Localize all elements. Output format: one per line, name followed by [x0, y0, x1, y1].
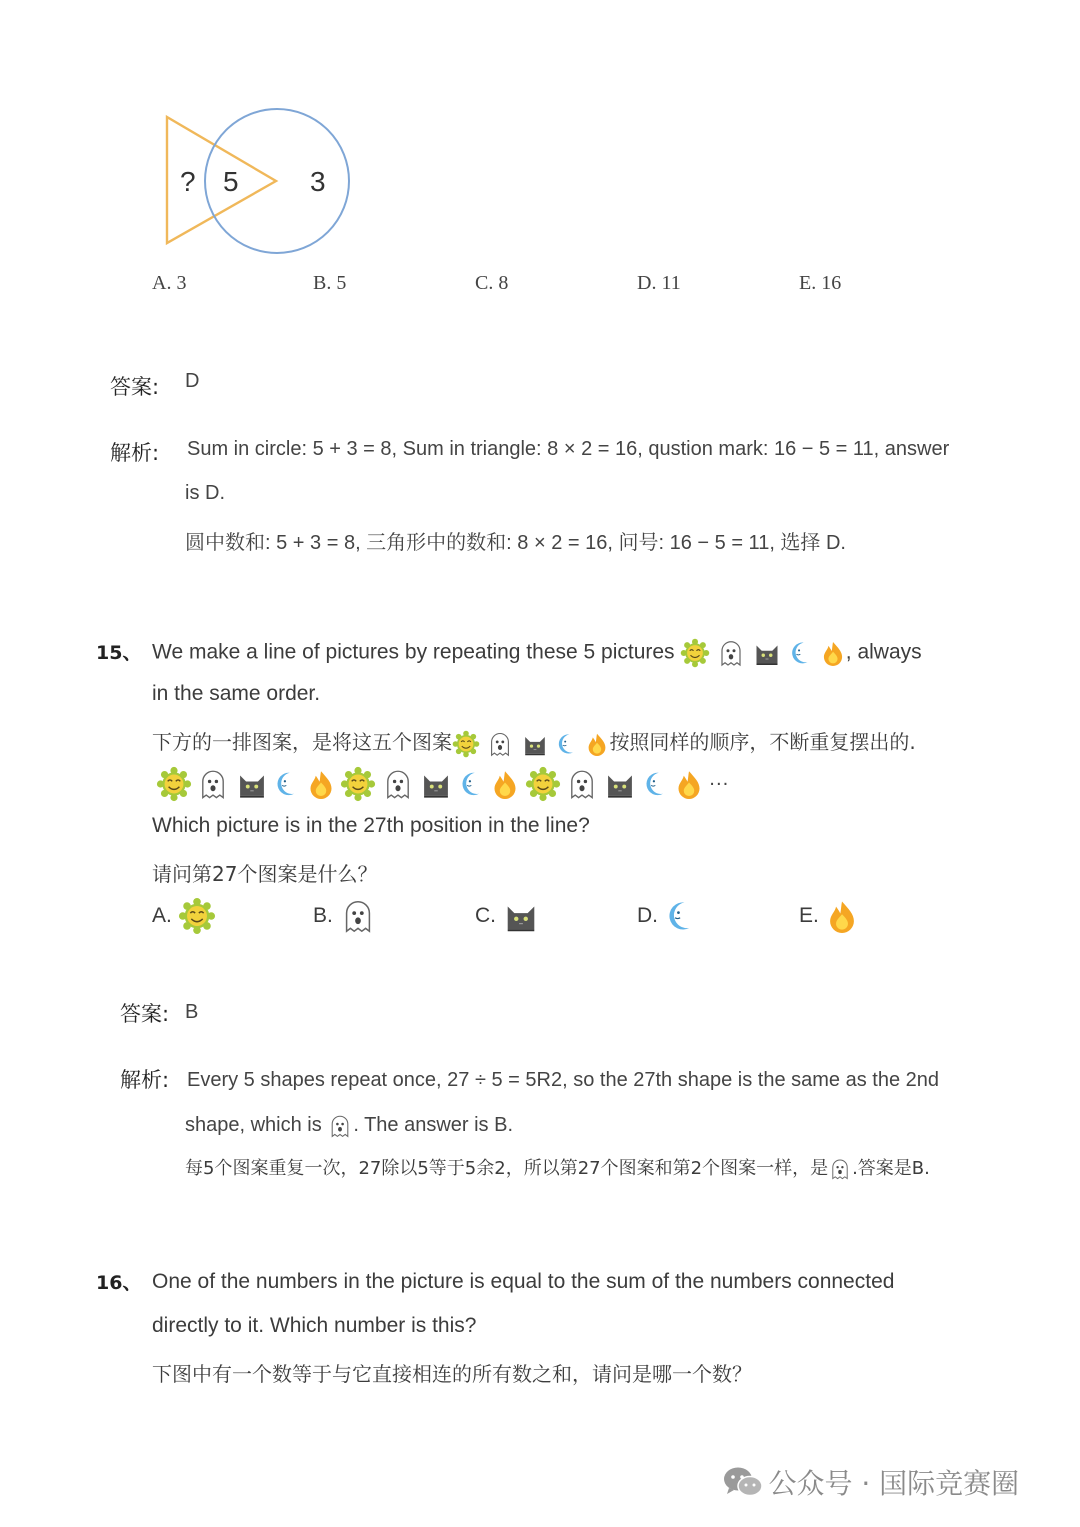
answer-label: 答案: — [120, 1002, 170, 1026]
sun-icon — [525, 766, 561, 802]
ghost-icon — [716, 638, 746, 668]
option-d[interactable]: D. 11 — [637, 272, 681, 294]
picture-sequence — [156, 766, 729, 802]
analysis-en-line-2 — [185, 1110, 513, 1140]
analysis-en-line-2: is D. — [185, 482, 225, 504]
sun-icon — [680, 638, 710, 668]
moon-icon — [273, 766, 301, 802]
option-e[interactable] — [799, 896, 859, 936]
option-e-label: E. — [799, 904, 819, 927]
fire-icon — [825, 897, 859, 935]
fire-icon — [490, 766, 520, 802]
question-15-ask-cn: 请问第27个图案是什么？ — [152, 862, 378, 886]
option-b[interactable] — [313, 896, 377, 936]
sun-icon — [340, 766, 376, 802]
ghost-icon — [327, 1113, 353, 1139]
option-c[interactable] — [475, 896, 540, 936]
watermark — [722, 1462, 1019, 1502]
watermark-text: 公众号 · 国际竞赛圈 — [768, 1467, 1020, 1500]
cat-icon — [603, 766, 637, 802]
option-d-label: D. — [637, 904, 658, 927]
figure-question-mark: ? — [180, 166, 196, 197]
analysis-label: 解析: — [110, 441, 160, 465]
analysis-cn — [185, 1154, 930, 1184]
sequence-ellipsis: ··· — [708, 772, 729, 795]
fire-icon — [674, 766, 704, 802]
moon-icon — [788, 638, 814, 668]
fire-icon — [585, 730, 609, 758]
sun-icon — [452, 730, 480, 758]
ghost-icon — [565, 766, 599, 802]
question-15-cn — [152, 726, 916, 758]
analysis-label: 解析: — [120, 1068, 170, 1092]
question-15-text-line-1 — [152, 638, 922, 668]
analysis-cn: 圆中数和: 5 + 3 = 8, 三角形中的数和: 8 × 2 = 16, 问号: 16 − 5 = 11, 选择 D. — [185, 532, 846, 554]
cat-icon — [419, 766, 453, 802]
fire-icon — [820, 638, 846, 668]
option-b[interactable]: B. 5 — [313, 272, 347, 294]
option-a[interactable] — [152, 896, 216, 936]
answer-value: B — [185, 1001, 199, 1023]
option-e[interactable]: E. 16 — [799, 272, 842, 294]
ghost-icon — [486, 730, 514, 758]
option-a-label: A. — [152, 904, 172, 927]
question-16-cn: 下图中有一个数等于与它直接相连的所有数之和，请问是哪一个数？ — [152, 1362, 752, 1386]
option-b-label: B. — [313, 904, 333, 927]
question-16-text-line-2: directly to it. Which number is this? — [152, 1314, 477, 1337]
moon-icon — [642, 766, 670, 802]
cat-icon — [752, 638, 782, 668]
question-15-ask-en: Which picture is in the 27th position in the line? — [152, 814, 590, 837]
answer-label: 答案: — [110, 375, 160, 399]
cat-icon — [521, 730, 549, 758]
venn-figure — [150, 100, 370, 260]
q15-text-b: , always — [845, 640, 922, 664]
wechat-icon — [722, 1464, 764, 1500]
cat-icon — [235, 766, 269, 802]
ghost-icon — [381, 766, 415, 802]
fire-icon — [306, 766, 336, 802]
ghost-icon — [196, 766, 230, 802]
analysis-en-2a: shape, which is — [185, 1114, 322, 1136]
analysis-en-line-1: Sum in circle: 5 + 3 = 8, Sum in triangle: 8 × 2 = 16, qustion mark: 16 − 5 = 11, answer — [187, 438, 950, 460]
question-16-text-line-1: One of the numbers in the picture is equal to the sum of the numbers connected — [152, 1270, 895, 1293]
option-c[interactable]: C. 8 — [475, 272, 509, 294]
figure-middle-number: 5 — [223, 166, 239, 197]
q15-text-a: We make a line of pictures by repeating these 5 pictures — [152, 640, 675, 664]
analysis-en-line-1: Every 5 shapes repeat once, 27 ÷ 5 = 5R2, so the 27th shape is the same as the 2nd — [187, 1069, 940, 1091]
ghost-icon — [339, 897, 377, 935]
analysis-cn-a: 每5个图案重复一次，27除以5等于5余2，所以第27个图案和第2个图案一样，是 — [185, 1158, 829, 1179]
q15-cn-b: 按照同样的顺序，不断重复摆出的. — [609, 730, 916, 754]
sun-icon — [156, 766, 192, 802]
question-16-number: 16、 — [96, 1272, 142, 1294]
figure-right-number: 3 — [310, 166, 326, 197]
ghost-icon — [828, 1157, 852, 1181]
q15-cn-a: 下方的一排图案，是将这五个图案 — [152, 730, 452, 754]
analysis-cn-b: .答案是B. — [852, 1158, 930, 1179]
analysis-en-2b: . The answer is B. — [353, 1114, 514, 1136]
option-a[interactable]: A. 3 — [152, 272, 187, 294]
moon-icon — [555, 730, 579, 758]
cat-icon — [502, 897, 540, 935]
option-c-label: C. — [475, 904, 496, 927]
question-15-number: 15、 — [96, 642, 142, 664]
option-d[interactable] — [637, 896, 698, 936]
question-15-text-line-2: in the same order. — [152, 682, 321, 705]
moon-icon — [458, 766, 486, 802]
moon-icon — [664, 897, 698, 935]
answer-value: D — [185, 370, 200, 392]
sun-icon — [178, 897, 216, 935]
